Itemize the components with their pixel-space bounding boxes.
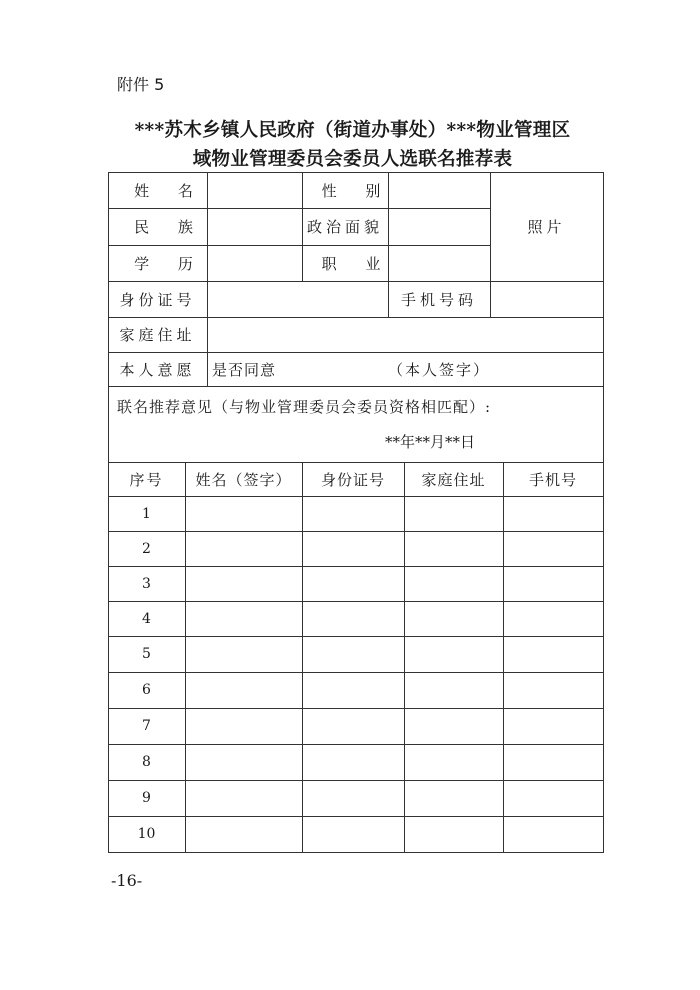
column-header-phone: 手机号: [528, 470, 577, 489]
signature-hint: （本人签字）: [388, 360, 491, 379]
table-row-index: 1: [142, 505, 151, 522]
table-border-line: [503, 462, 504, 853]
willingness-label: 本人意愿: [119, 360, 196, 379]
political-status-label: 政治面貌: [306, 218, 383, 236]
table-border-line: [108, 386, 603, 387]
table-row-index: 8: [142, 754, 151, 770]
home-address-label: 家庭住址: [119, 326, 196, 344]
ethnicity-label: 民 族: [134, 218, 205, 236]
column-header-name-signature: 姓名（签字）: [195, 470, 292, 489]
column-header-index: 序号: [129, 470, 164, 489]
table-row-index: 10: [137, 826, 156, 842]
attachment-label: 附件 5: [117, 75, 165, 94]
photo-placeholder: 照片: [527, 218, 566, 236]
table-border-line: [603, 172, 604, 853]
gender-label: 性 别: [321, 181, 393, 200]
table-row-index: 7: [142, 718, 151, 734]
form-title-line-1: ***苏木乡镇人民政府（街道办事处）***物业管理区: [134, 120, 571, 141]
table-row-index: 6: [142, 682, 151, 698]
column-header-home-address: 家庭住址: [421, 470, 486, 489]
table-row-index: 5: [142, 646, 151, 662]
id-number-label: 身份证号: [119, 290, 196, 309]
table-row-index: 4: [142, 610, 151, 627]
recommendation-date: **年**月**日: [385, 432, 476, 451]
table-border-line: [185, 462, 186, 853]
column-header-id-number: 身份证号: [320, 470, 385, 489]
table-row-index: 9: [142, 790, 151, 806]
education-label: 学 历: [134, 254, 205, 273]
phone-number-label: 手机号码: [400, 290, 477, 309]
recommendation-opinion-label: 联名推荐意见（与物业管理委员会委员资格相匹配）:: [117, 397, 492, 416]
name-label: 姓 名: [134, 181, 205, 200]
table-row-index: 2: [142, 540, 151, 557]
occupation-label: 职 业: [321, 254, 393, 273]
page-number: -16-: [111, 871, 143, 890]
table-border-line: [108, 852, 603, 853]
table-border-line: [302, 462, 303, 853]
form-title-line-2: 域物业管理委员会委员人选联名推荐表: [192, 149, 513, 170]
table-border-line: [404, 462, 405, 853]
willingness-value: 是否同意: [212, 360, 277, 379]
table-row-index: 3: [142, 575, 151, 592]
